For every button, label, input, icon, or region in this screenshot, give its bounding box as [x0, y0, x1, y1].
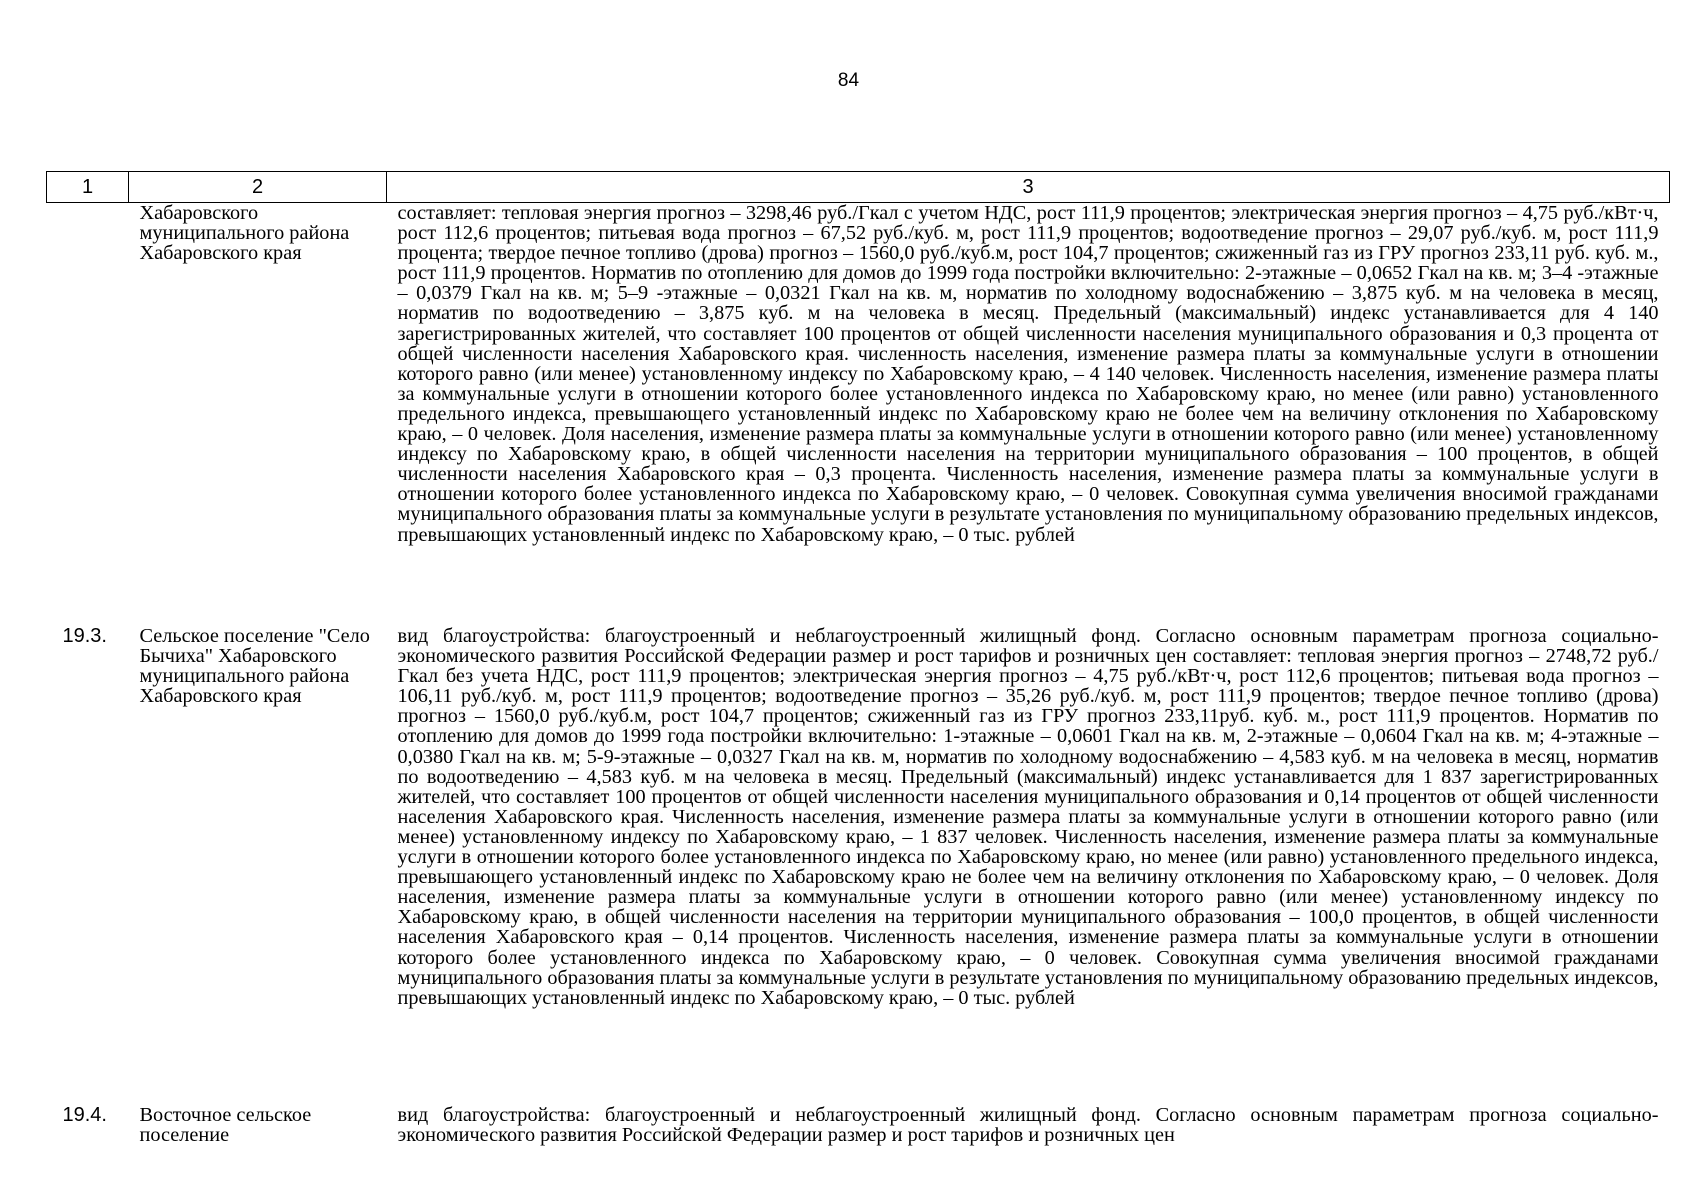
- column-header-2: 2: [129, 172, 387, 203]
- table-row: [47, 203, 1670, 604]
- table-row: [47, 1081, 1670, 1145]
- row-number-cell: [47, 1081, 129, 1145]
- row-description: составляет: тепловая энергия прогноз – 3298,46 руб./Гкал с учетом НДС, рост 111,9 процентов; электрическая энергия прогноз – 4,75 руб./кВт·ч, рост 112,6 процентов; питьевая вода прогноз – 67,52 руб./куб. м, рост 111,9 процентов; водоотведение прогноз – 29,07 руб./куб. м, рост 111,9 процента; твердое печное топливо (дрова) прогноз – 1560,0 руб./куб.м, рост 104,7 процентов; сжиженный газ из ГРУ прогноз 233,11 руб. куб. м., рост 111,9 процентов. Норматив по отоплению для домов до 1999 года постройки включительно: 2-этажные – 0,0652 Гкал на кв. м; 3–4 -этажные – 0,0379 Гкал на кв. м; 5–9 -этажные – 0,0321 Гкал на кв. м, норматив по холодному водоснабжению – 3,875 куб. м на человека в месяц, норматив по водоотведению – 3,875 куб. м на человека в месяц. Предельный (максимальный) индекс устанавливается для 4 140 зарегистрированных жителей, что составляет 100 процентов от общей численности населения муниципального образования и 0,3 процента от общей численности населения Хабаровского края. численность населения, изменение размера платы за коммунальные услуги в отношении которого равно (или менее) установленному индексу по Хабаровскому краю, – 4 140 человек. Численность населения, изменение размера платы за коммунальные услуги в отношении которого более установленного индекса по Хабаровскому краю, но менее (или равно) установленного предельного индекса, превышающего установленный индекс по Хабаровскому краю не более чем на величину отклонения по Хабаровскому краю, – 0 человек. Доля населения, изменение размера платы за коммунальные услуги в отношении которого равно (или менее) установленному индексу по Хабаровскому краю, в общей численности населения на территории муниципального образования – 100 процентов, в общей численности населения Хабаровского края – 0,3 процента. Численность населения, изменение размера платы за коммунальные услуги в отношении которого более установленного индекса по Хабаровскому краю, – 0 человек. Совокупная сумма увеличения вносимой гражданами муниципального образования платы за коммунальные услуги в результате установления по муниципальному образованию предельных индексов, превышающих установленный индекс по Хабаровскому краю, – 0 тыс. рублей: [397, 202, 1659, 546]
- municipality-name: Хабаровского муниципального района Хабаровского края: [139, 202, 350, 265]
- row-number: 19.3.: [62, 625, 107, 647]
- municipality-name: Восточное сельское поселение: [139, 1104, 312, 1147]
- row-number: 19.4.: [62, 1104, 107, 1126]
- row-description: вид благоустройства: благоустроенный и неблагоустроенный жилищный фонд. Согласно основным параметрам прогноза социально-экономического развития Российской Федерации размер и рост тарифов и розничных цен составляет: тепловая энергия прогноз – 2748,72 руб./Гкал без учета НДС, рост 111,9 процентов; электрическая энергия прогноз – 4,75 руб./кВт·ч, рост 112,6 процентов; питьевая вода прогноз – 106,11 руб./куб. м, рост 111,9 процентов; водоотведение прогноз – 35,26 руб./куб. м, рост 111,9 процентов; твердое печное топливо (дрова) прогноз – 1560,0 руб./куб.м, рост 104,7 процентов; сжиженный газ из ГРУ прогноз 233,11руб. куб. м., рост 111,9 процентов. Норматив по отоплению для домов до 1999 года постройки включительно: 1-этажные – 0,0601 Гкал на кв. м, 2-этажные – 0,0604 Гкал на кв. м; 4-этажные – 0,0380 Гкал на кв. м; 5-9-этажные – 0,0327 Гкал на кв. м, норматив по холодному водоснабжению – 4,583 куб. м на человека в месяц, норматив по водоотведению – 4,583 куб. м на человека в месяц. Предельный (максимальный) индекс устанавливается для 1 837 зарегистрированных жителей, что составляет 100 процентов от общей численности населения муниципального образования и 0,14 процентов от общей численности населения Хабаровского края. Численность населения, изменение размера платы за коммунальные услуги в отношении которого равно (или менее) установленному индексу по Хабаровскому краю, – 1 837 человек. Численность населения, изменение размера платы за коммунальные услуги в отношении которого более установленного индекса по Хабаровскому краю, но менее (или равно) установленного предельного индекса, превышающего установленный индекс по Хабаровскому краю не более чем на величину отклонения по Хабаровскому краю, – 0 человек. Доля населения, изменение размера платы за коммунальные услуги в отношении которого равно (или менее) установленному индексу по Хабаровскому краю, в общей численности населения на территории муниципального образования – 100,0 процентов, в общей численности населения Хабаровского края – 0,14 процентов. Численность населения, изменение размера платы за коммунальные услуги в отношении которого более установленного индекса по Хабаровскому краю, – 0 человек. Совокупная сумма увеличения вносимой гражданами муниципального образования платы за коммунальные услуги в результате установления по муниципальному образованию предельных индексов, превышающих установленный индекс по Хабаровскому краю, – 0 тыс. рублей: [397, 625, 1659, 1009]
- table-row: [47, 603, 1670, 1081]
- tariff-table: [46, 171, 1670, 1145]
- row-number-cell: [47, 603, 129, 1081]
- row-number-cell: [47, 203, 129, 604]
- table-header-row: [47, 172, 1670, 203]
- page-number: 84: [837, 70, 860, 91]
- row-description: вид благоустройства: благоустроенный и неблагоустроенный жилищный фонд. Согласно основным параметрам прогноза социально-экономического развития Российской Федерации размер и рост тарифов и розничных цен: [397, 1104, 1659, 1147]
- column-header-1: 1: [47, 172, 129, 203]
- column-header-3: 3: [387, 172, 1670, 203]
- municipality-name: Сельское поселение "Село Бычиха" Хабаровского муниципального района Хабаровского края: [139, 625, 370, 708]
